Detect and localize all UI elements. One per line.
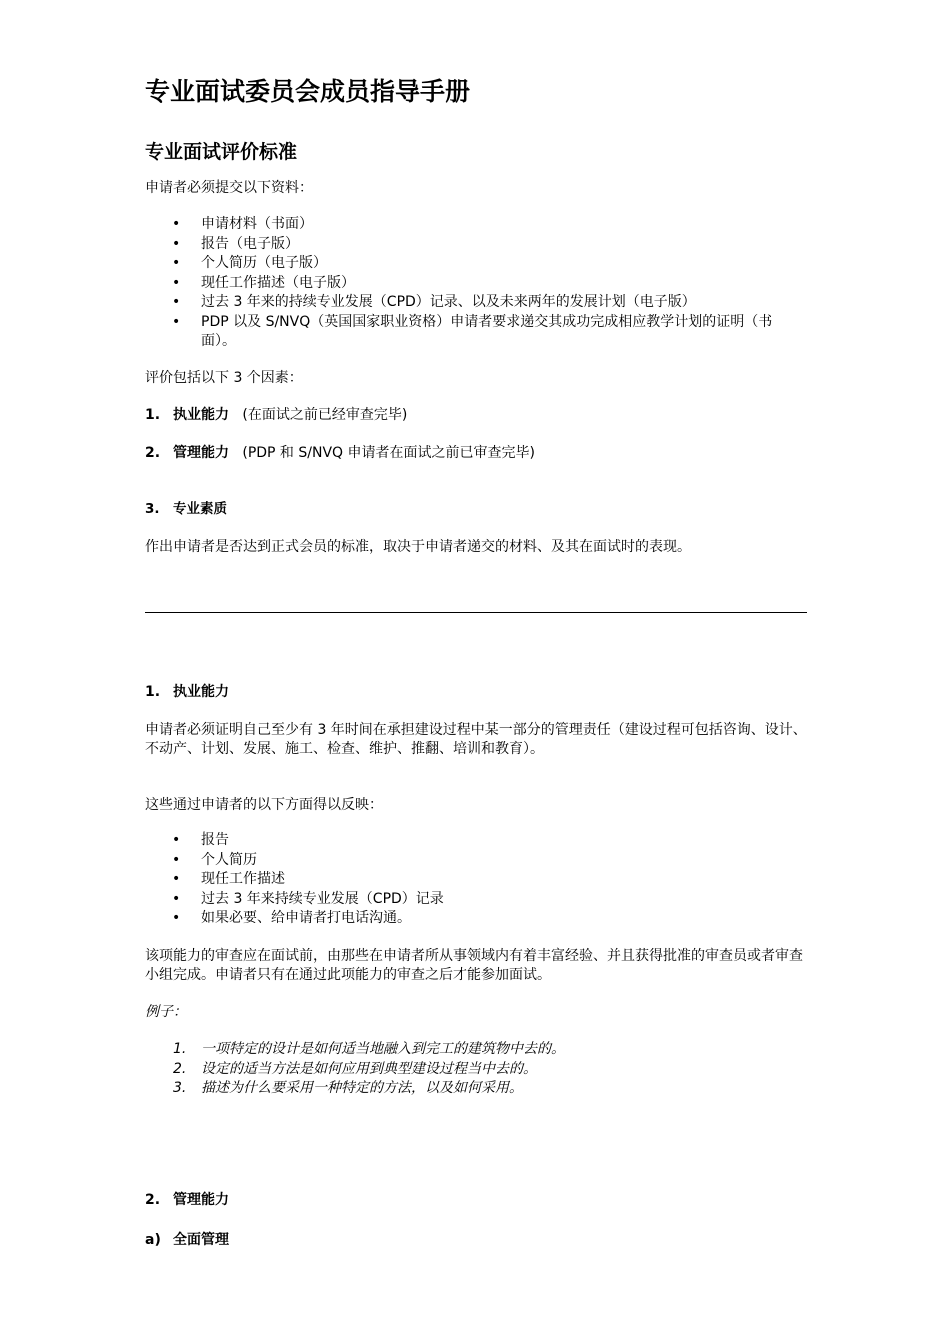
factors-intro: 评价包括以下 3 个因素： bbox=[145, 370, 303, 386]
conclusion-text: 作出申请者是否达到正式会员的标准，取决于申请者递交的材料、及其在面试时的表现。 bbox=[145, 539, 691, 555]
example-text: 设定的适当方法是如何应用到典型建设过程当中去的。 bbox=[201, 1060, 537, 1077]
subsection-heading bbox=[145, 1231, 229, 1250]
factor-number: 2. bbox=[145, 445, 161, 461]
factor-label: 管理能力 bbox=[173, 445, 229, 461]
list-item: • 现任工作描述（电子版） bbox=[145, 274, 807, 294]
list-item: • 过去 3 年来的持续专业发展（CPD）记录、以及未来两年的发展计划（电子版） bbox=[145, 293, 807, 313]
list-item: • 过去 3 年来持续专业发展（CPD）记录 bbox=[145, 890, 807, 910]
reflect-intro: 这些通过申请者的以下方面得以反映： bbox=[145, 797, 383, 813]
section-number: 1. bbox=[145, 684, 161, 700]
factor-label: 专业素质 bbox=[173, 501, 227, 517]
intro-text: 申请者必须提交以下资料： bbox=[145, 180, 313, 196]
section-heading: 执业能力 bbox=[173, 684, 229, 700]
section1-review-paragraph: 该项能力的审查应在面试前，由那些在申请者所从事领域内有着丰富经验、并且获得批准的审查员或者审查小组完成。申请者只有在通过此项能力的审查之后才能参加面试。 bbox=[145, 948, 803, 983]
factor-number: 1. bbox=[145, 407, 161, 423]
list-item: • 报告（电子版） bbox=[145, 235, 807, 255]
list-item: • 报告 bbox=[145, 831, 807, 851]
factor-note: (在面试之前已经审查完毕) bbox=[242, 407, 408, 423]
subsection-title: 全面管理 bbox=[173, 1232, 229, 1248]
list-item bbox=[145, 1040, 807, 1060]
section-number: 2. bbox=[145, 1192, 161, 1208]
factor-3 bbox=[145, 500, 227, 519]
list-item: • 申请材料（书面） bbox=[145, 215, 807, 235]
example-label: 例子： bbox=[145, 1004, 187, 1020]
list-item: • PDP 以及 S/NVQ（英国国家职业资格）申请者要求递交其成功完成相应教学计划的证明（书面）。 bbox=[145, 313, 807, 352]
list-item: • 个人简历（电子版） bbox=[145, 254, 807, 274]
examples-list bbox=[145, 1040, 807, 1099]
factor-2 bbox=[145, 444, 535, 463]
document-title: 专业面试委员会成员指导手册 bbox=[145, 77, 471, 106]
list-item bbox=[145, 1079, 807, 1099]
factor-note: (PDP 和 S/NVQ 申请者在面试之前已审查完毕) bbox=[242, 445, 535, 461]
list-item: • 个人简历 bbox=[145, 851, 807, 871]
section-heading: 管理能力 bbox=[173, 1192, 229, 1208]
example-number: 3. bbox=[173, 1080, 187, 1096]
section1-paragraph: 申请者必须证明自己至少有 3 年时间在承担建设过程中某一部分的管理责任（建设过程可包括咨询、设计、不动产、计划、发展、施工、检查、维护、推翻、培训和教育）。 bbox=[145, 722, 807, 757]
factor-number: 3. bbox=[145, 501, 160, 517]
section2-heading bbox=[145, 1191, 229, 1210]
example-number: 1. bbox=[173, 1041, 187, 1057]
divider bbox=[145, 612, 807, 613]
example-text: 一项特定的设计是如何适当地融入到完工的建筑物中去的。 bbox=[201, 1041, 565, 1057]
list-item: • 现任工作描述 bbox=[145, 870, 807, 890]
example-text: 描述为什么要采用一种特定的方法，以及如何采用。 bbox=[201, 1080, 523, 1096]
list-item: • 如果必要、给申请者打电话沟通。 bbox=[145, 909, 807, 929]
section1-heading bbox=[145, 683, 229, 702]
subsection-number: a) bbox=[145, 1232, 161, 1248]
section-title: 专业面试评价标准 bbox=[145, 141, 298, 163]
factor-1 bbox=[145, 406, 407, 425]
factor-label: 执业能力 bbox=[173, 407, 229, 423]
materials-list bbox=[145, 215, 807, 352]
example-number: 2. bbox=[173, 1060, 187, 1077]
reflect-list bbox=[145, 831, 807, 929]
list-item bbox=[145, 1060, 807, 1080]
